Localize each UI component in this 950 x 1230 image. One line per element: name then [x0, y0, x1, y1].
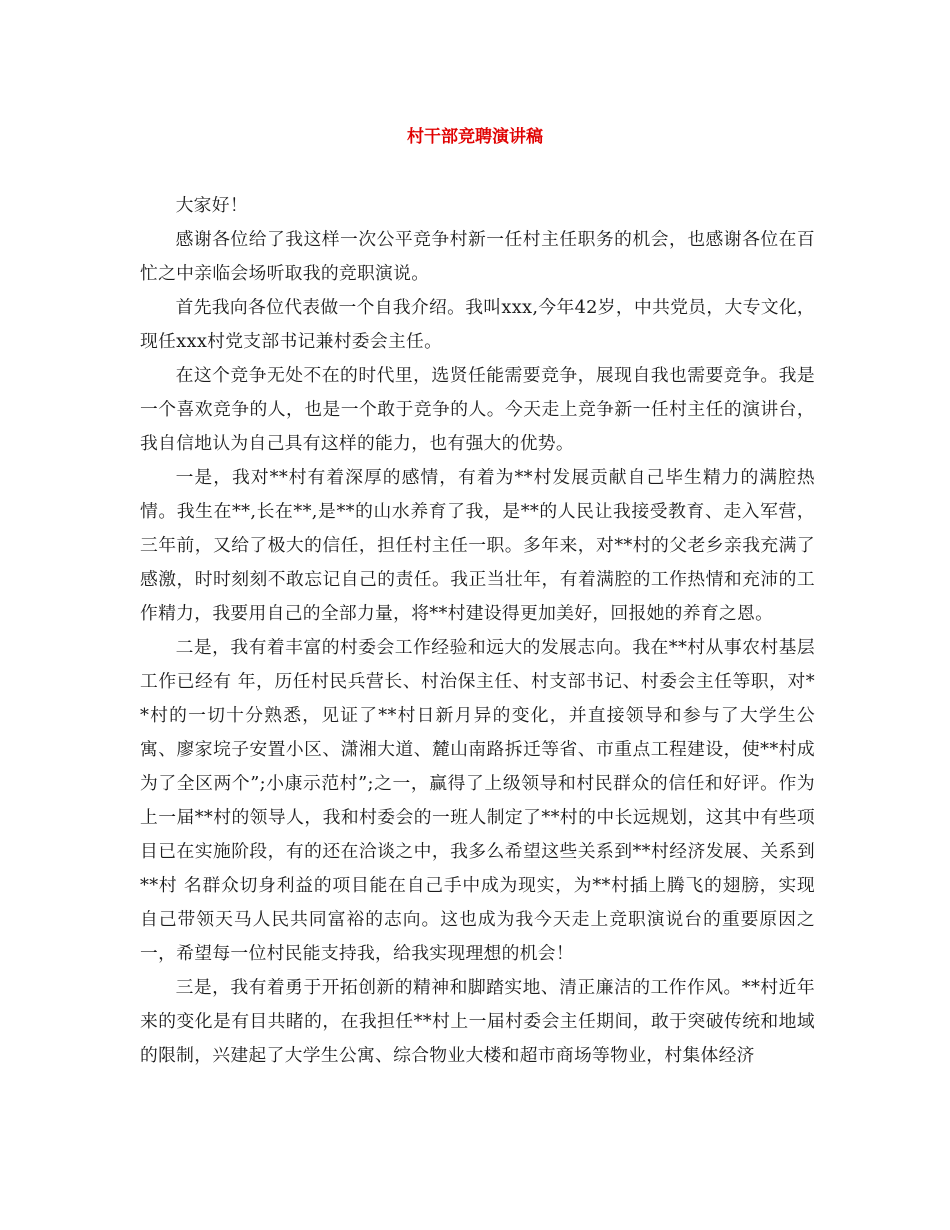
paragraph-competition: 在这个竞争无处不在的时代里，选贤任能需要竞争，展现自我也需要竞争。我是一个喜欢竞争的人，也是一个敢于竞争的人。今天走上竞争新一任村主任的演讲台，我自信地认为自己具有这样的能力，也有强大的优势。	[140, 365, 815, 454]
paragraph-greeting: 大家好！	[175, 195, 248, 216]
paragraph-point-two: 二是，我有着丰富的村委会工作经验和远大的发展志向。我在**村从事农村基层工作已经有 年，历任村民兵营长、村治保主任、村支部书记、村委会主任等职，对**村的一切十分熟悉，见证了**村日新月异的变化，并直接领导和参与了大学生公寓、廖家垸子安置小区、潇湘大道、麓山南路拆迁等省、市重点工程建设，使**村成为了全区两个”;小康示范村”;之一，赢得了上级领导和村民群众的信任和好评。作为上一届**村的领导人，我和村委会的一班人制定了**村的中长远规划，这其中有些项目已在实施阶段，有的还在洽谈之中，我多么希望这些关系到**村经济发展、关系到**村 名群众切身利益的项目能在自己手中成为现实，为**村插上腾飞的翅膀，实现自己带领天马人民共同富裕的志向。这也成为我今天走上竞职演说台的重要原因之一，希望每一位村民能支持我，给我实现理想的机会！	[140, 637, 815, 964]
document-title: 村干部竞聘演讲稿	[407, 127, 543, 147]
paragraph-thanks: 感谢各位给了我这样一次公平竞争村新一任村主任职务的机会，也感谢各位在百忙之中亲临会场听取我的竞职演说。	[140, 229, 815, 284]
document-body	[140, 189, 815, 1073]
paragraph-point-three: 三是，我有着勇于开拓创新的精神和脚踏实地、清正廉洁的工作作风。**村近年来的变化是有目共睹的，在我担任**村上一届村委会主任期间，敢于突破传统和地域的限制，兴建起了大学生公寓、综合物业大楼和超市商场等物业，村集体经济	[140, 977, 815, 1066]
paragraph-self-intro: 首先我向各位代表做一个自我介绍。我叫xxx,今年42岁，中共党员，大专文化，现任xxx村党支部书记兼村委会主任。	[140, 297, 815, 352]
paragraph-point-one: 一是，我对**村有着深厚的感情，有着为**村发展贡献自己毕生精力的满腔热情。我生在**,长在**,是**的山水养育了我，是**的人民让我接受教育、走入军营，三年前，又给了极大的信任，担任村主任一职。多年来，对**村的父老乡亲我充满了感激，时时刻刻不敢忘记自己的责任。我正当壮年，有着满腔的工作热情和充沛的工作精力，我要用自己的全部力量，将**村建设得更加美好，回报她的养育之恩。	[140, 467, 815, 624]
